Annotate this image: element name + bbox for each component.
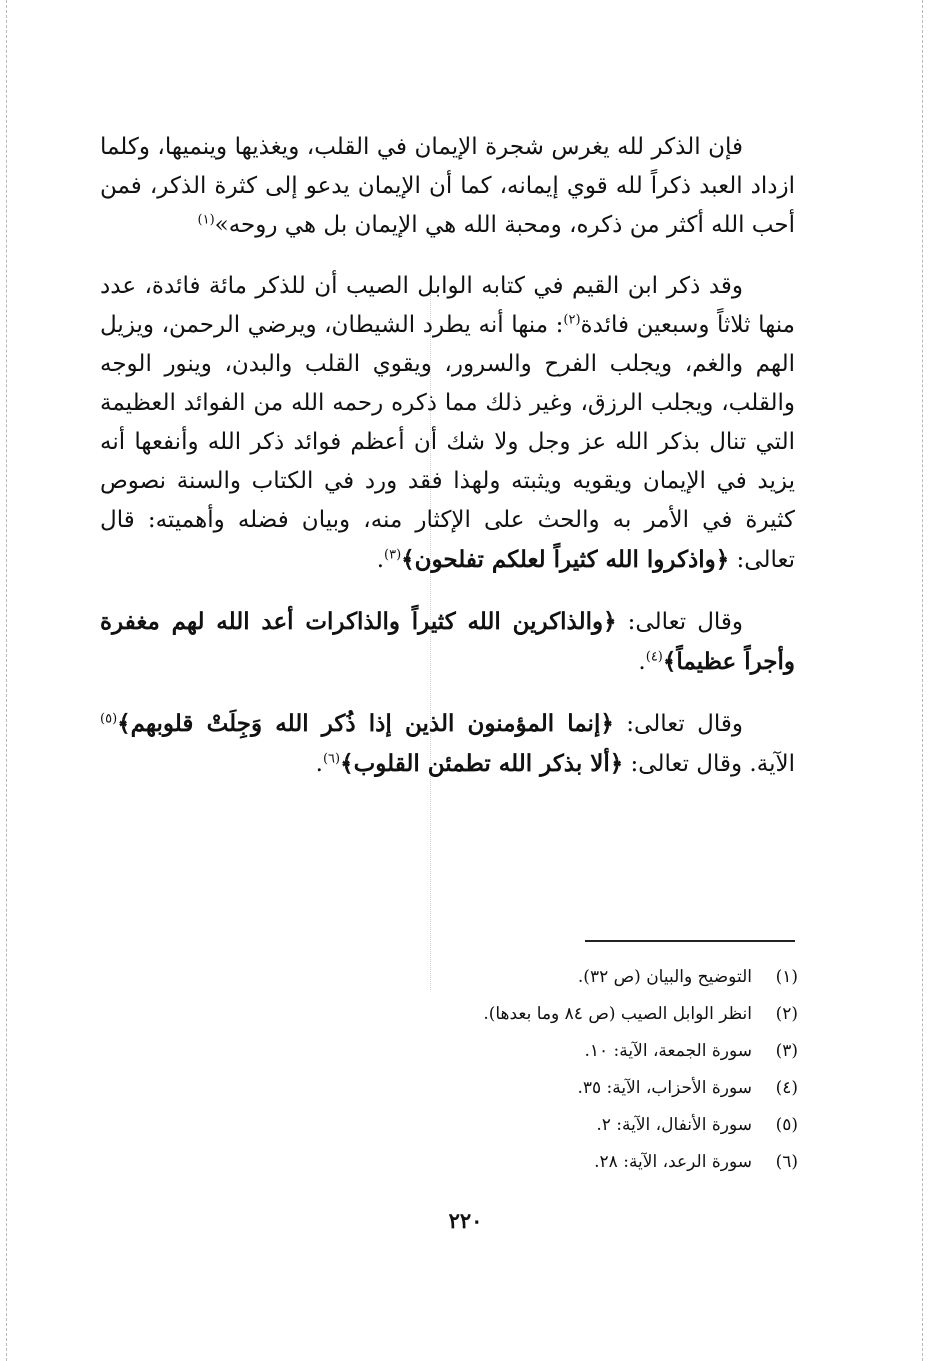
paragraph-1-text: فإن الذكر لله يغرس شجرة الإيمان في القلب، ويغذيها وينميها، وكلما ازداد العبد ذكراً لله قوي إيمانه، كما أن الإيمان يدعو إلى كثرة الذكر، فمن أحب الله أكثر من ذكره، ومحبة الله هي الإيمان بل هي روحه» (100, 134, 795, 238)
footnote-number: (٢) (775, 1003, 798, 1024)
footnote-ref-3[interactable]: (٣) (384, 547, 402, 563)
footnote-text: انظر الوابل الصيب (ص ٨٤ وما بعدها). (483, 1003, 752, 1024)
quran-quote-3: ﴿واذكروا الله كثيراً لعلكم تفلحون﴾ (401, 546, 730, 573)
footnote-6 (358, 1143, 798, 1180)
paragraph-4-text: وقال تعالى: (613, 711, 743, 737)
paragraph-1 (100, 128, 795, 245)
footnote-number: (٥) (775, 1114, 798, 1135)
footnote-number: (٣) (775, 1040, 798, 1061)
footnote-3 (358, 1032, 798, 1069)
footnote-ref-4[interactable]: (٤) (645, 649, 663, 665)
paragraph-4-end: . (315, 751, 323, 777)
right-scan-edge (922, 0, 923, 1361)
paragraph-4-text-cont: الآية. وقال تعالى: (623, 751, 795, 777)
footnote-number: (٦) (775, 1151, 798, 1172)
footnote-ref-2[interactable]: (٢) (563, 312, 581, 328)
quran-quote-6: ﴿ألا بذكر الله تطمئن القلوب﴾ (340, 750, 624, 777)
paragraph-3-text: وقال تعالى: (616, 609, 744, 635)
footnotes (358, 958, 798, 1180)
footnote-2 (358, 995, 798, 1032)
quran-quote-5: ﴿إنما المؤمنون الذين إذا ذُكر الله وَجِلَتْ قلوبهم﴾ (117, 710, 614, 737)
footnote-separator (585, 940, 795, 942)
footnote-ref-1[interactable]: (١) (197, 212, 215, 228)
quran-quote-4: ﴿والذاكرين الله كثيراً والذاكرات أعد الله لهم مغفرة وأجراً عظيماً﴾ (100, 608, 795, 675)
left-scan-edge (6, 0, 7, 1361)
footnote-number: (١) (775, 966, 798, 987)
paragraph-2 (100, 267, 795, 580)
paragraph-2-text-cont: : منها أنه يطرد الشيطان، ويرضي الرحمن، ويزيل الهم والغم، ويجلب الفرح والسرور، ويقوي القلب والبدن، وينور الوجه والقلب، ويجلب الرزق، وغير ذلك مما ذكره رحمه الله من الفوائد العظيمة التي تنال بذكر الله عز وجل ولا شك أن أعظم فوائد ذكر الله وأنفعها أنه يزيد في الإيمان ويقويه ويثبته ولهذا فقد ورد في الكتاب والسنة نصوص كثيرة في الأمر به والحث على الإكثار منه، وبيان فضله وأهميته: قال تعالى: (100, 312, 795, 573)
footnote-text: سورة الأحزاب، الآية: ٣٥. (577, 1077, 752, 1098)
footnote-number: (٤) (775, 1077, 798, 1098)
footnote-5 (358, 1106, 798, 1143)
footnote-text: سورة الأنفال، الآية: ٢. (596, 1114, 752, 1135)
footnote-text: التوضيح والبيان (ص ٣٢). (577, 966, 752, 987)
paragraph-3-end: . (638, 649, 646, 675)
paragraph-4 (100, 704, 795, 784)
footnote-text: سورة الجمعة، الآية: ١٠. (584, 1040, 752, 1061)
footnote-ref-6[interactable]: (٦) (322, 751, 341, 767)
footnote-ref-5[interactable]: (٥) (100, 711, 118, 727)
paragraph-2-text: وقد ذكر ابن القيم في كتابه الوابل الصيب أن للذكر مائة فائدة، عدد منها ثلاثاً وسبعين فائدة (100, 273, 795, 338)
footnote-text: سورة الرعد، الآية: ٢٨. (594, 1151, 752, 1172)
footnote-1 (358, 958, 798, 995)
paragraph-3 (100, 602, 795, 682)
paragraph-2-end: . (376, 547, 384, 573)
page-body (100, 128, 795, 806)
footnote-4 (358, 1069, 798, 1106)
page-number: ٢٢٠ (448, 1208, 483, 1233)
